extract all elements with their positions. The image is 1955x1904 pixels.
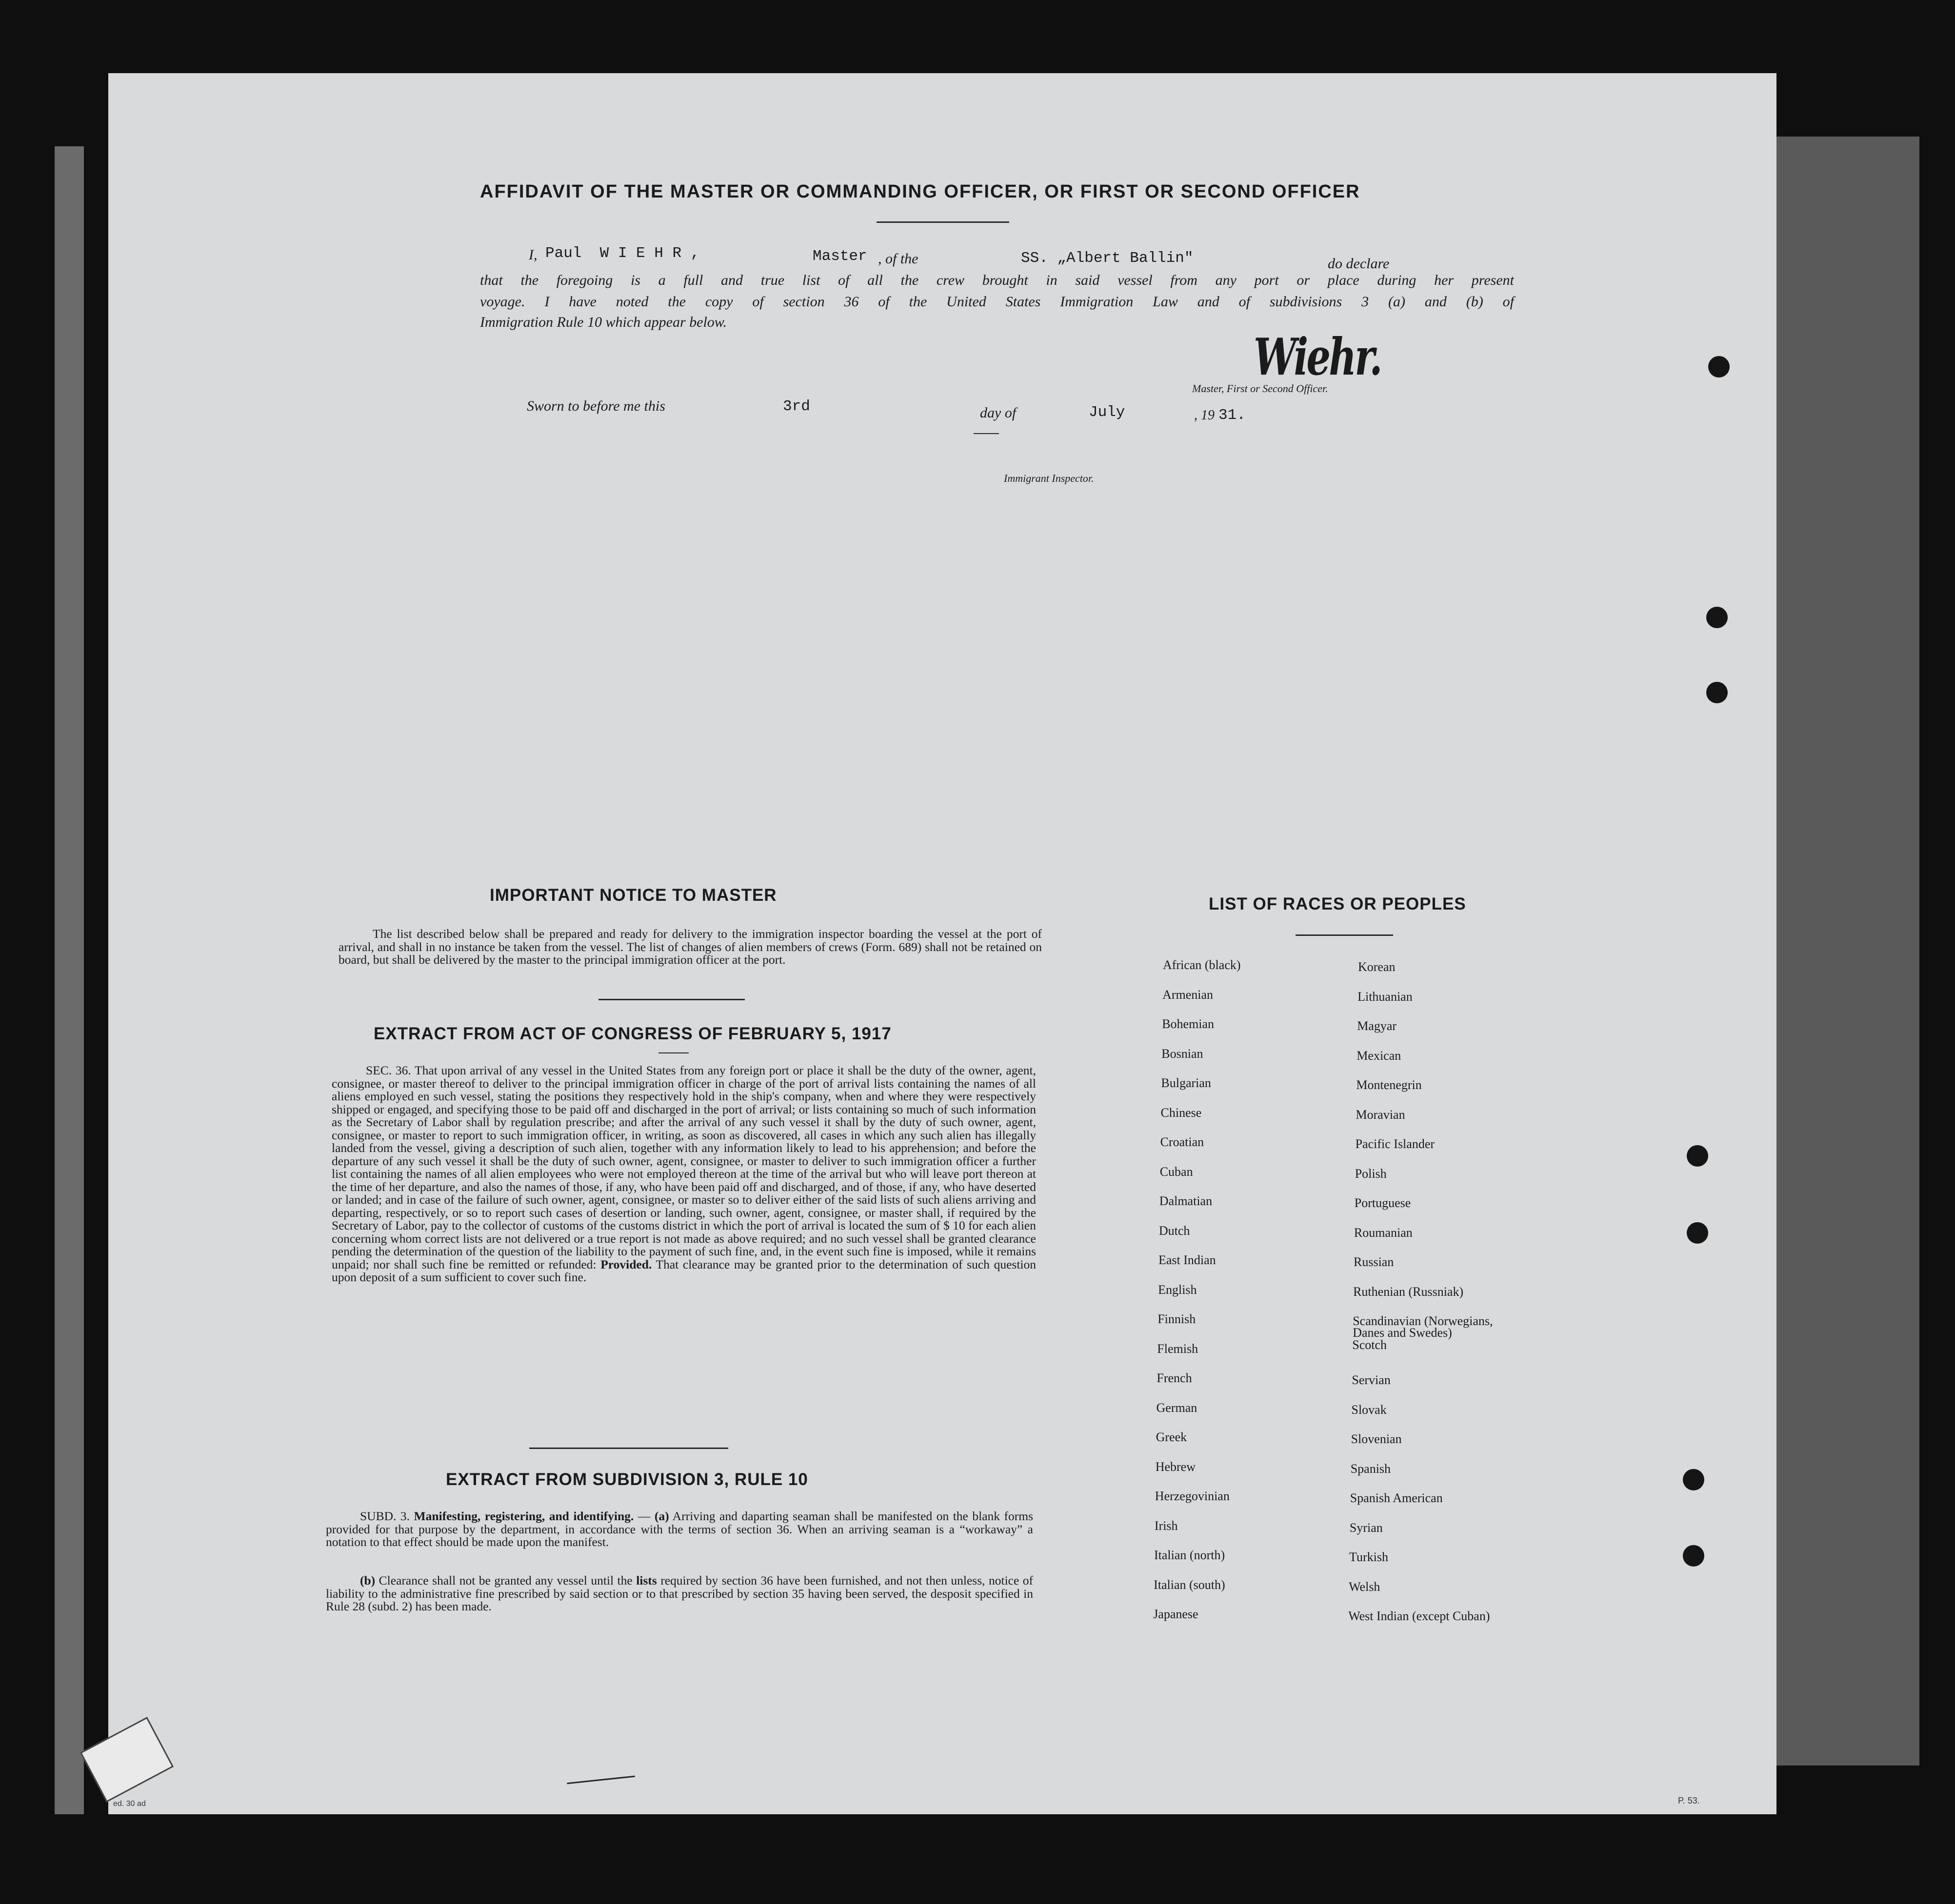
race-right-item: Portuguese xyxy=(1354,1196,1411,1210)
race-left-item: Japanese xyxy=(1153,1607,1198,1621)
races-rule xyxy=(1296,934,1393,936)
race-right-item: Spanish xyxy=(1350,1461,1391,1476)
race-left-item: African (black) xyxy=(1163,958,1241,972)
race-right-item: Roumanian xyxy=(1354,1225,1413,1240)
master-name: Paul W I E H R , xyxy=(545,245,700,262)
race-left-item: Hebrew xyxy=(1155,1459,1196,1474)
title-rule xyxy=(877,221,1009,223)
race-right-item: West Indian (except Cuban) xyxy=(1348,1609,1490,1623)
race-right-item: Spanish American xyxy=(1350,1491,1443,1505)
race-left-item: Armenian xyxy=(1162,987,1214,1002)
punch-hole-5 xyxy=(1687,1222,1708,1244)
punch-hole-3 xyxy=(1706,682,1728,703)
act-end-rule xyxy=(529,1448,728,1449)
race-right-item: Pacific Islander xyxy=(1355,1137,1435,1151)
race-left-item: Italian (south) xyxy=(1154,1577,1225,1592)
i-label: I, xyxy=(529,247,538,263)
act-text xyxy=(332,1064,1036,1284)
year-prefix: , 19 xyxy=(1194,408,1215,423)
subd-heading: Manifesting, registering, and identifying. xyxy=(414,1509,634,1523)
race-left-item: Greek xyxy=(1156,1430,1187,1444)
vessel-name: SS. „Albert Ballin" xyxy=(1021,250,1194,267)
race-right-item: Ruthenian (Russniak) xyxy=(1353,1284,1464,1299)
affidavit-title: AFFIDAVIT OF THE MASTER OR COMMANDING OFFICER, OR FIRST OR SECOND OFFICER xyxy=(480,181,1360,202)
race-left-item: Bulgarian xyxy=(1161,1076,1211,1090)
race-right-item: Slovenian xyxy=(1351,1432,1402,1446)
act-text-end: That clearance may be granted prior to the determination of such question upon deposit of a sum sufficient to cover such fine. xyxy=(332,1257,1037,1284)
part-b-lists: lists xyxy=(636,1573,657,1587)
race-left-item: Croatian xyxy=(1160,1135,1204,1149)
rank-value: Master xyxy=(813,248,867,265)
race-right-item: Scandinavian (Norwegians, xyxy=(1353,1314,1493,1328)
punch-hole-4 xyxy=(1687,1145,1708,1167)
race-right-item: Magyar xyxy=(1357,1019,1397,1033)
race-left-item: French xyxy=(1157,1371,1192,1385)
race-left-item: Dalmatian xyxy=(1159,1194,1213,1208)
punch-hole-2 xyxy=(1706,607,1728,628)
affidavit-line-2: that the foregoing is a full and true list of all the crew brought in said vessel from any port or place during her present xyxy=(480,272,1514,288)
race-left-item: Chinese xyxy=(1160,1105,1202,1120)
inspector-caption: Immigrant Inspector. xyxy=(1004,472,1094,484)
sworn-month: July xyxy=(1089,404,1125,421)
race-right-item: Welsh xyxy=(1349,1579,1380,1594)
master-signature: Wiehr. xyxy=(1254,327,1381,387)
part-b-text-1: Clearance shall not be granted any vessel until the xyxy=(379,1573,633,1587)
race-left-item: East Indian xyxy=(1158,1253,1216,1267)
notice-text: The list described below shall be prepared and ready for delivery to the immigration inspector boarding the vessel at the port of arrival, and shall in no instance be taken from the vessel. The list of changes of alien members of crews (Form. 689) shall not be retained on board, but shall be delivered by the master to the principal immigration officer at the port. xyxy=(339,927,1042,967)
race-right-item: Lithuanian xyxy=(1357,989,1413,1004)
part-a-label: (a) xyxy=(654,1509,669,1523)
race-left-item: Dutch xyxy=(1158,1223,1190,1238)
race-left-item: Irish xyxy=(1154,1518,1178,1533)
day-of-label: day of xyxy=(980,405,1017,421)
race-right-item: Korean xyxy=(1358,960,1396,974)
race-left-item: German xyxy=(1156,1400,1197,1415)
race-right-item: Polish xyxy=(1355,1166,1387,1181)
race-right-item: Mexican xyxy=(1357,1048,1401,1063)
rule10-part-b xyxy=(326,1574,1033,1613)
part-b-text-2: required by section 36 have been furnished, and not then unless, notice of liability to the administrative fine prescribed by said section or to that prescribed by section 35 having been served, the desposit specified in Rule 28 (subd. 2) has been made. xyxy=(326,1573,1034,1613)
affidavit-line-3: voyage. I have noted the copy of section 36 of the United States Immigration Law and of subdivisions 3 (a) and (b) of xyxy=(480,294,1514,310)
punch-hole-6 xyxy=(1683,1469,1704,1490)
race-left-item: Flemish xyxy=(1157,1341,1198,1356)
part-a-text: Arriving and daparting seaman shall be manifested on the blank forms provided for that purpose by the department, in accordance with the terms of section 36. When an arriving seaman is a “workaway” a notation to that effect should be made upon the manifest. xyxy=(326,1509,1034,1549)
corner-paper-fold xyxy=(80,1717,174,1803)
subd-label: SUBD. 3. xyxy=(360,1509,410,1523)
race-right-item: Russian xyxy=(1354,1255,1394,1269)
sworn-label: Sworn to before me this xyxy=(527,398,665,414)
footer-left-mark: ed. 30 ad xyxy=(113,1800,146,1808)
punch-hole-1 xyxy=(1708,356,1730,377)
notice-rule xyxy=(598,999,745,1000)
act-text-main: SEC. 36. That upon arrival of any vessel in the United States from any foreign port or place it shall be the duty of the owner, agent, consignee, or master thereof to deliver to the principal immigration officer in charge of the port of arrival lists containing the names of all aliens employed en such vessel, stating the positions they respectively hold in the ship's company, when and where they were respectively shipped or engaged, and specifying those to be paid off and discharged in the port of arrival; or lists containing so much of such information as the Secretary of Labor shall by regulation prescribe; and after the arrival of any such vessel it shall by the duty of such owner, agent, consignee, or master to report to such immigration officer, in writing, as soon as discovered, all cases in which any such alien has illegally landed from the vessel, giving a description of such alien, together with any information likely to lead to his apprehension; and before the departure of any such vessel it shall be the duty of such owner, agent, consignee, or master to deliver to such immigration officer a further list containing the names of all alien employees who were not employed thereon at the time of the arrival but who will leave port thereon at the time of her departure, and also the names of those, if any, who have been paid off and discharged, and of those, if any, who have deserted or landed; and in case of the failure of such owner, agent, consignee, or master so to deliver either of the said lists of such aliens arriving and departing, respectively, or so to report such cases of desertion or landing, such owner, agent, consignee, or master shall, if required by the Secretary of Labor, pay to the collector of customs of the customs district in which the port of arrival is located the sum of $ 10 for each alien concerning whom correct lists are not delivered or a true report is not made as above required; and no such vessel shall be granted clearance pending the determination of the question of the liability to the payment of such fine, and, in the event such fine is imposed, while it remains unpaid; nor shall such fine be remitted or refunded: xyxy=(332,1063,1036,1271)
punch-hole-7 xyxy=(1683,1545,1704,1567)
race-left-item: Italian (north) xyxy=(1154,1548,1225,1562)
year-suffix: 31. xyxy=(1218,407,1246,424)
document-page xyxy=(108,73,1776,1814)
race-right-item: Turkish xyxy=(1349,1550,1388,1564)
race-left-item: Cuban xyxy=(1159,1164,1193,1179)
race-right-item: Danes and Swedes) xyxy=(1353,1326,1452,1340)
sworn-day: 3rd xyxy=(783,398,810,415)
part-b-label: (b) xyxy=(360,1573,376,1587)
do-declare-label: do declare xyxy=(1328,256,1390,272)
provided-label: Provided. xyxy=(600,1257,652,1271)
race-right-item: Servian xyxy=(1352,1373,1391,1387)
notice-title: IMPORTANT NOTICE TO MASTER xyxy=(490,886,777,905)
signature-caption: Master, First or Second Officer. xyxy=(1192,382,1328,395)
left-page-edge xyxy=(55,146,84,1814)
race-left-item: Bohemian xyxy=(1162,1017,1215,1031)
pencil-stroke xyxy=(567,1776,635,1785)
race-right-item: Scotch xyxy=(1352,1337,1387,1352)
race-left-item: Bosnian xyxy=(1161,1046,1203,1061)
race-right-item: Slovak xyxy=(1351,1402,1387,1417)
day-underline xyxy=(974,433,999,434)
race-left-item: Finnish xyxy=(1157,1312,1196,1326)
race-right-item: Montenegrin xyxy=(1356,1078,1422,1092)
of-the-label: , of the xyxy=(878,251,918,267)
race-right-item: Moravian xyxy=(1356,1107,1405,1122)
race-right-item: Syrian xyxy=(1349,1520,1383,1535)
affidavit-line-4: Immigration Rule 10 which appear below. xyxy=(480,314,727,330)
race-left-item: English xyxy=(1158,1282,1197,1297)
act-rule xyxy=(658,1052,689,1053)
footer-right-mark: P. 53. xyxy=(1678,1796,1700,1805)
race-left-item: Herzegovinian xyxy=(1155,1489,1230,1503)
act-title: EXTRACT FROM ACT OF CONGRESS OF FEBRUARY 5, 1917 xyxy=(374,1024,892,1043)
rule10-part-a: SUBD. 3. Manifesting, registering, and identifying. — (a) Arriving and daparting seaman shall be manifested on the blank forms provided for that purpose by the department, in accordance with the terms of section 36. When an arriving seaman is a “workaway” a notation to that effect should be made upon the manifest. xyxy=(326,1509,1034,1549)
races-title: LIST OF RACES OR PEOPLES xyxy=(1209,894,1466,913)
rule10-title: EXTRACT FROM SUBDIVISION 3, RULE 10 xyxy=(446,1470,808,1489)
